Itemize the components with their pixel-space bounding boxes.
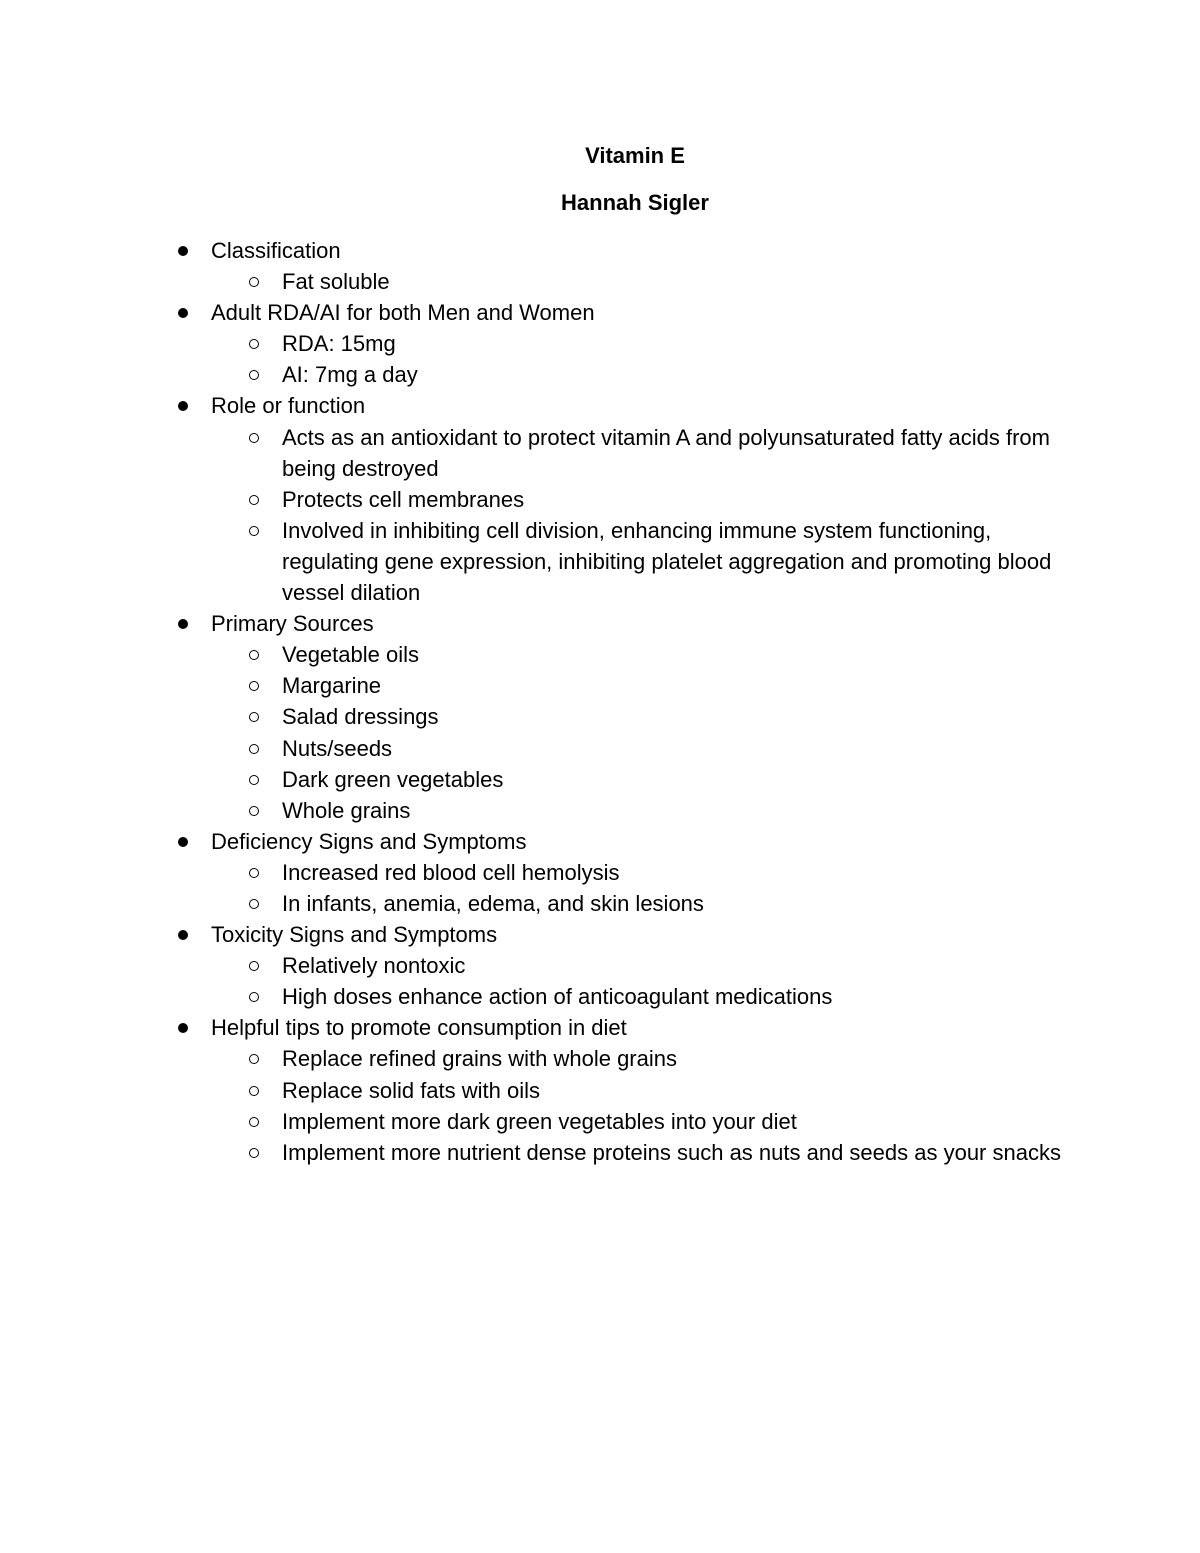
sub-item-text: Dark green vegetables [282,766,504,792]
sub-item [0,950,1062,981]
sub-item [0,701,1062,732]
section-heading: Toxicity Signs and Symptoms [211,922,498,948]
section-item [0,235,1200,297]
sub-item [0,1075,1062,1106]
sub-item-text: AI: 7mg a day [282,362,418,388]
bullet-hollow-icon [249,681,259,691]
section-subitems [211,639,1200,826]
bullet-hollow-icon [249,370,259,380]
sub-item-text: Acts as an antioxidant to protect vitamin A and polyunsaturated fatty acids from being destroyed [282,424,1050,481]
section-item [0,390,1200,608]
bullet-filled-icon [178,401,188,411]
bullet-hollow-icon [249,775,259,785]
sub-item-text: Implement more dark green vegetables into your diet [282,1108,797,1134]
document-title: Vitamin E [585,143,685,168]
bullet-filled-icon [178,1023,188,1033]
section-item [0,608,1200,826]
sub-item-text: Implement more nutrient dense proteins such as nuts and seeds as your snacks [282,1139,1061,1165]
sub-item-text: High doses enhance action of anticoagulant medications [282,984,833,1010]
bullet-hollow-icon [249,650,259,660]
bullet-hollow-icon [249,992,259,1002]
sub-item [0,1043,1062,1074]
sub-item [0,639,1062,670]
bullet-hollow-icon [249,868,259,878]
sub-item-text: RDA: 15mg [282,331,396,357]
section-heading: Deficiency Signs and Symptoms [211,828,527,854]
sub-item [0,266,1062,297]
sub-item-text: Margarine [282,673,382,699]
bullet-filled-icon [178,837,188,847]
sub-item-text: Replace solid fats with oils [282,1077,541,1103]
sub-item [0,1106,1062,1137]
bullet-hollow-icon [249,1054,259,1064]
sub-item-text: Nuts/seeds [282,735,393,761]
bullet-hollow-icon [249,1148,259,1158]
sub-item-text: Whole grains [282,797,411,823]
sub-item-text: Increased red blood cell hemolysis [282,859,620,885]
section-heading: Classification [211,238,341,263]
sub-item [0,328,1062,359]
bullet-hollow-icon [249,526,259,536]
sub-item [0,670,1062,701]
sub-item [0,857,1062,888]
bullet-hollow-icon [249,277,259,287]
section-heading: Role or function [211,393,366,419]
bullet-filled-icon [178,619,188,629]
section-heading: Helpful tips to promote consumption in diet [211,1015,627,1041]
sub-item [0,981,1062,1012]
bullet-hollow-icon [249,744,259,754]
sub-item [0,484,1062,515]
section-item [0,1012,1200,1167]
section-subitems [211,328,1200,390]
section-subitems [211,857,1200,919]
bullet-hollow-icon [249,1117,259,1127]
sub-item [0,1137,1062,1168]
section-item [0,297,1200,390]
bullet-hollow-icon [249,433,259,443]
outline-list [0,235,1200,1168]
bullet-hollow-icon [249,1086,259,1096]
bullet-filled-icon [178,308,188,318]
sub-item [0,795,1062,826]
sub-item-text: Relatively nontoxic [282,953,466,979]
sub-item-text: Replace refined grains with whole grains [282,1046,677,1072]
sub-item [0,422,1062,484]
bullet-filled-icon [178,246,188,256]
section-subitems [211,422,1200,609]
bullet-hollow-icon [249,712,259,722]
bullet-hollow-icon [249,339,259,349]
section-heading: Adult RDA/AI for both Men and Women [211,300,595,326]
sub-item-text: In infants, anemia, edema, and skin lesions [282,890,704,916]
sub-item [0,359,1062,390]
bullet-hollow-icon [249,961,259,971]
sub-item [0,764,1062,795]
sub-item-text: Vegetable oils [282,642,419,668]
section-subitems [211,266,1200,297]
bullet-filled-icon [178,930,188,940]
bullet-hollow-icon [249,899,259,909]
sub-item-text: Fat soluble [282,269,390,295]
section-item [0,826,1200,919]
bullet-hollow-icon [249,495,259,505]
sub-item-text: Protects cell membranes [282,486,525,512]
sub-item [0,888,1062,919]
section-heading: Primary Sources [211,611,374,637]
sub-item [0,515,1062,608]
sub-item-text: Salad dressings [282,704,439,730]
section-subitems [211,1043,1200,1167]
bullet-hollow-icon [249,806,259,816]
section-subitems [211,950,1200,1012]
sub-item [0,733,1062,764]
document-author: Hannah Sigler [561,190,709,215]
sub-item-text: Involved in inhibiting cell division, enhancing immune system functioning, regulating gene expression, inhibiting platelet aggregation and promoting blood vessel dilation [282,517,1052,606]
section-item [0,919,1200,1012]
